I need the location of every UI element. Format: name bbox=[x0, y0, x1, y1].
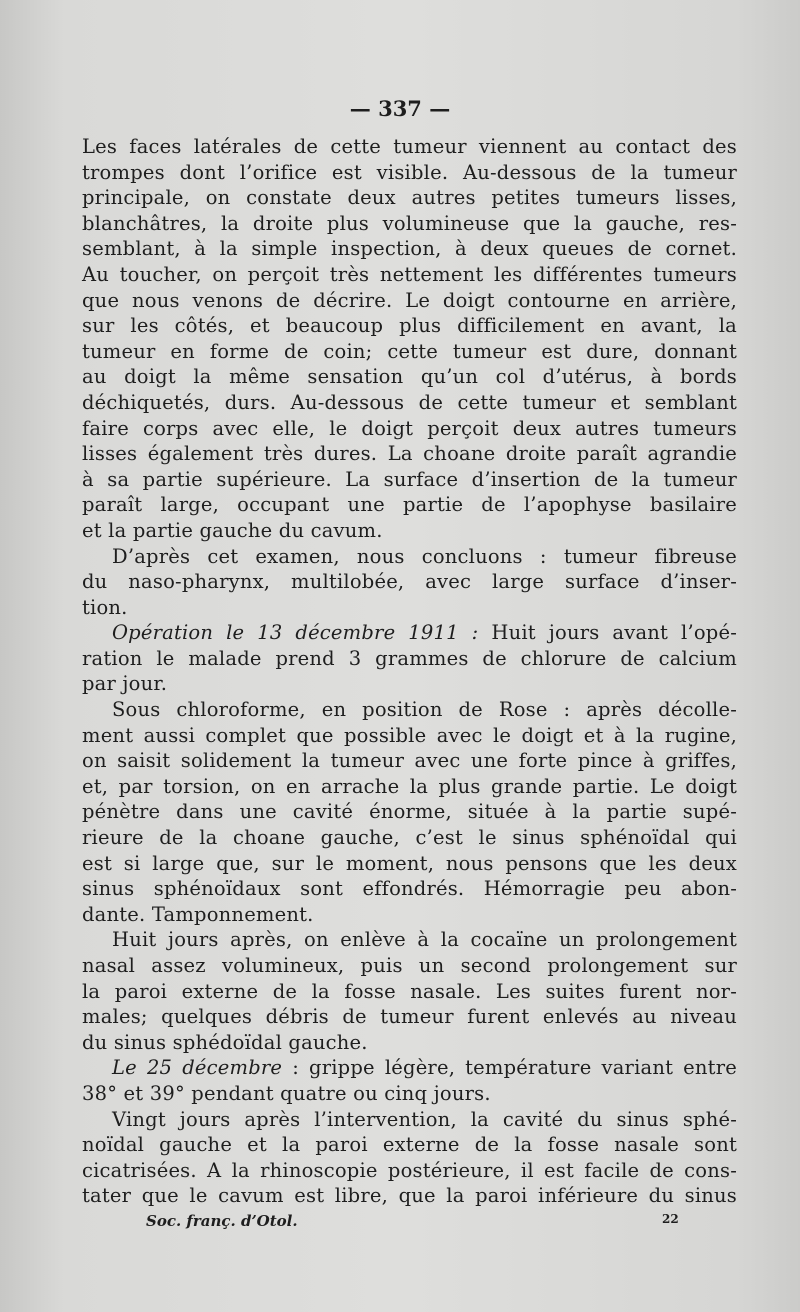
line-text: ment aussi complet que possible avec le doigt et à la rugine, bbox=[82, 723, 737, 747]
text-line bbox=[82, 339, 737, 365]
line-text: Huit jours avant l’opé- bbox=[478, 621, 738, 645]
line-text: par jour. bbox=[82, 672, 168, 696]
line-text: rieure de la choane gauche, c’est le sinus sphénoïdal qui bbox=[82, 826, 737, 850]
text-line bbox=[82, 723, 737, 749]
text-line bbox=[82, 160, 737, 186]
line-text: du sinus sphédoïdal gauche. bbox=[82, 1030, 368, 1054]
line-text: lisses également très dures. La choane droite paraît agrandie bbox=[82, 442, 737, 466]
line-text: à sa partie supérieure. La surface d’insertion de la tumeur bbox=[82, 467, 737, 491]
line-text: au doigt la même sensation qu’un col d’utérus, à bords bbox=[82, 365, 737, 389]
line-text: cicatrisées. A la rhinoscopie postérieure, il est facile de cons- bbox=[82, 1158, 737, 1182]
line-text: trompes dont l’orifice est visible. Au-dessous de la tumeur bbox=[82, 160, 737, 184]
line-text: la paroi externe de la fosse nasale. Les suites furent nor- bbox=[82, 979, 737, 1003]
line-text: paraît large, occupant une partie de l’apophyse basilaire bbox=[82, 493, 737, 517]
line-text: principale, on constate deux autres petites tumeurs lisses, bbox=[82, 186, 737, 210]
line-text: Vingt jours après l’intervention, la cavité du sinus sphé- bbox=[112, 1107, 737, 1131]
line-text: déchiquetés, durs. Au-dessous de cette tumeur et semblant bbox=[82, 390, 737, 414]
text-line bbox=[82, 569, 737, 595]
line-text: sinus sphénoïdaux sont effondrés. Hémorragie peu abon- bbox=[82, 877, 737, 901]
line-text: : grippe légère, température variant entre bbox=[282, 1056, 737, 1080]
text-line bbox=[82, 441, 737, 467]
line-text: nasal assez volumineux, puis un second prolongement sur bbox=[82, 954, 737, 977]
line-text: semblant, à la simple inspection, à deux queues de cornet. bbox=[82, 237, 737, 261]
text-line bbox=[82, 774, 737, 800]
text-line bbox=[82, 492, 737, 518]
text-line bbox=[82, 467, 737, 493]
line-text: que nous venons de décrire. Le doigt contourne en arrière, bbox=[82, 288, 737, 312]
line-text: Au toucher, on perçoit très nettement les différentes tumeurs bbox=[82, 262, 737, 286]
text-line bbox=[82, 979, 737, 1005]
line-text: faire corps avec elle, le doigt perçoit deux autres tumeurs bbox=[82, 416, 737, 440]
line-text: tion. bbox=[82, 595, 128, 619]
line-text: et la partie gauche du cavum. bbox=[82, 518, 383, 542]
text-line bbox=[82, 620, 737, 646]
text-line bbox=[82, 646, 737, 672]
text-line bbox=[82, 825, 737, 851]
text-line bbox=[82, 1055, 737, 1081]
text-line bbox=[82, 1030, 737, 1056]
line-text: 38° et 39° pendant quatre ou cinq jours. bbox=[82, 1081, 491, 1105]
text-line bbox=[82, 236, 737, 262]
line-text: Les faces latérales de cette tumeur viennent au contact des bbox=[82, 135, 737, 158]
text-line bbox=[82, 313, 737, 339]
line-text: noïdal gauche et la paroi externe de la fosse nasale sont bbox=[82, 1133, 737, 1157]
line-text: tumeur en forme de coin; cette tumeur est dure, donnant bbox=[82, 339, 737, 363]
text-line bbox=[82, 1107, 737, 1133]
text-line bbox=[82, 876, 737, 902]
text-line bbox=[82, 185, 737, 211]
text-line bbox=[82, 1158, 737, 1184]
text-line bbox=[82, 1004, 737, 1030]
italic-heading: Opération le 13 décembre 1911 : bbox=[112, 621, 479, 645]
body-text bbox=[82, 134, 737, 1209]
line-text: tater que le cavum est libre, que la paroi inférieure du sinus bbox=[82, 1184, 737, 1208]
text-line bbox=[82, 390, 737, 416]
italic-heading: Le 25 décembre bbox=[112, 1056, 283, 1080]
text-line bbox=[82, 953, 737, 979]
line-text: D’après cet examen, nous concluons : tumeur fibreuse bbox=[112, 544, 737, 568]
line-text: est si large que, sur le moment, nous pensons que les deux bbox=[82, 851, 737, 875]
text-line bbox=[82, 134, 737, 160]
text-line bbox=[82, 595, 737, 621]
line-text: du naso-pharynx, multilobée, avec large surface d’inser- bbox=[82, 570, 737, 594]
line-text: sur les côtés, et beaucoup plus difficilement en avant, la bbox=[82, 314, 737, 338]
text-line bbox=[82, 211, 737, 237]
text-line bbox=[82, 902, 737, 928]
text-line bbox=[82, 262, 737, 288]
line-text: et, par torsion, on en arrache la plus grande partie. Le doigt bbox=[82, 774, 737, 798]
line-text: dante. Tamponnement. bbox=[82, 902, 314, 926]
line-text: on saisit solidement la tumeur avec une forte pince à griffes, bbox=[82, 749, 737, 773]
line-text: Huit jours après, on enlève à la cocaïne un prolongement bbox=[112, 928, 737, 952]
text-line bbox=[82, 518, 737, 544]
text-line bbox=[82, 364, 737, 390]
text-line bbox=[82, 851, 737, 877]
text-line bbox=[82, 1081, 737, 1107]
text-line bbox=[82, 671, 737, 697]
text-line bbox=[82, 1132, 737, 1158]
line-text: ration le malade prend 3 grammes de chlorure de calcium bbox=[82, 646, 737, 670]
text-line bbox=[82, 288, 737, 314]
text-line bbox=[82, 416, 737, 442]
line-text: Sous chloroforme, en position de Rose : après décolle- bbox=[112, 698, 737, 722]
text-line bbox=[82, 748, 737, 774]
page-number: — 337 — bbox=[349, 96, 451, 121]
line-text: blanchâtres, la droite plus volumineuse que la gauche, res- bbox=[82, 211, 737, 235]
line-text: pénètre dans une cavité énorme, située à la partie supé- bbox=[82, 800, 737, 824]
text-line bbox=[82, 799, 737, 825]
footer-source: Soc. franç. d’Otol. bbox=[146, 1212, 298, 1230]
text-line bbox=[82, 697, 737, 723]
text-line bbox=[82, 1183, 737, 1209]
line-text: males; quelques débris de tumeur furent enlevés au niveau bbox=[82, 1005, 737, 1029]
page-footer bbox=[0, 1212, 800, 1236]
text-line bbox=[82, 544, 737, 570]
footer-signature: 22 bbox=[662, 1212, 679, 1226]
text-line bbox=[82, 927, 737, 953]
